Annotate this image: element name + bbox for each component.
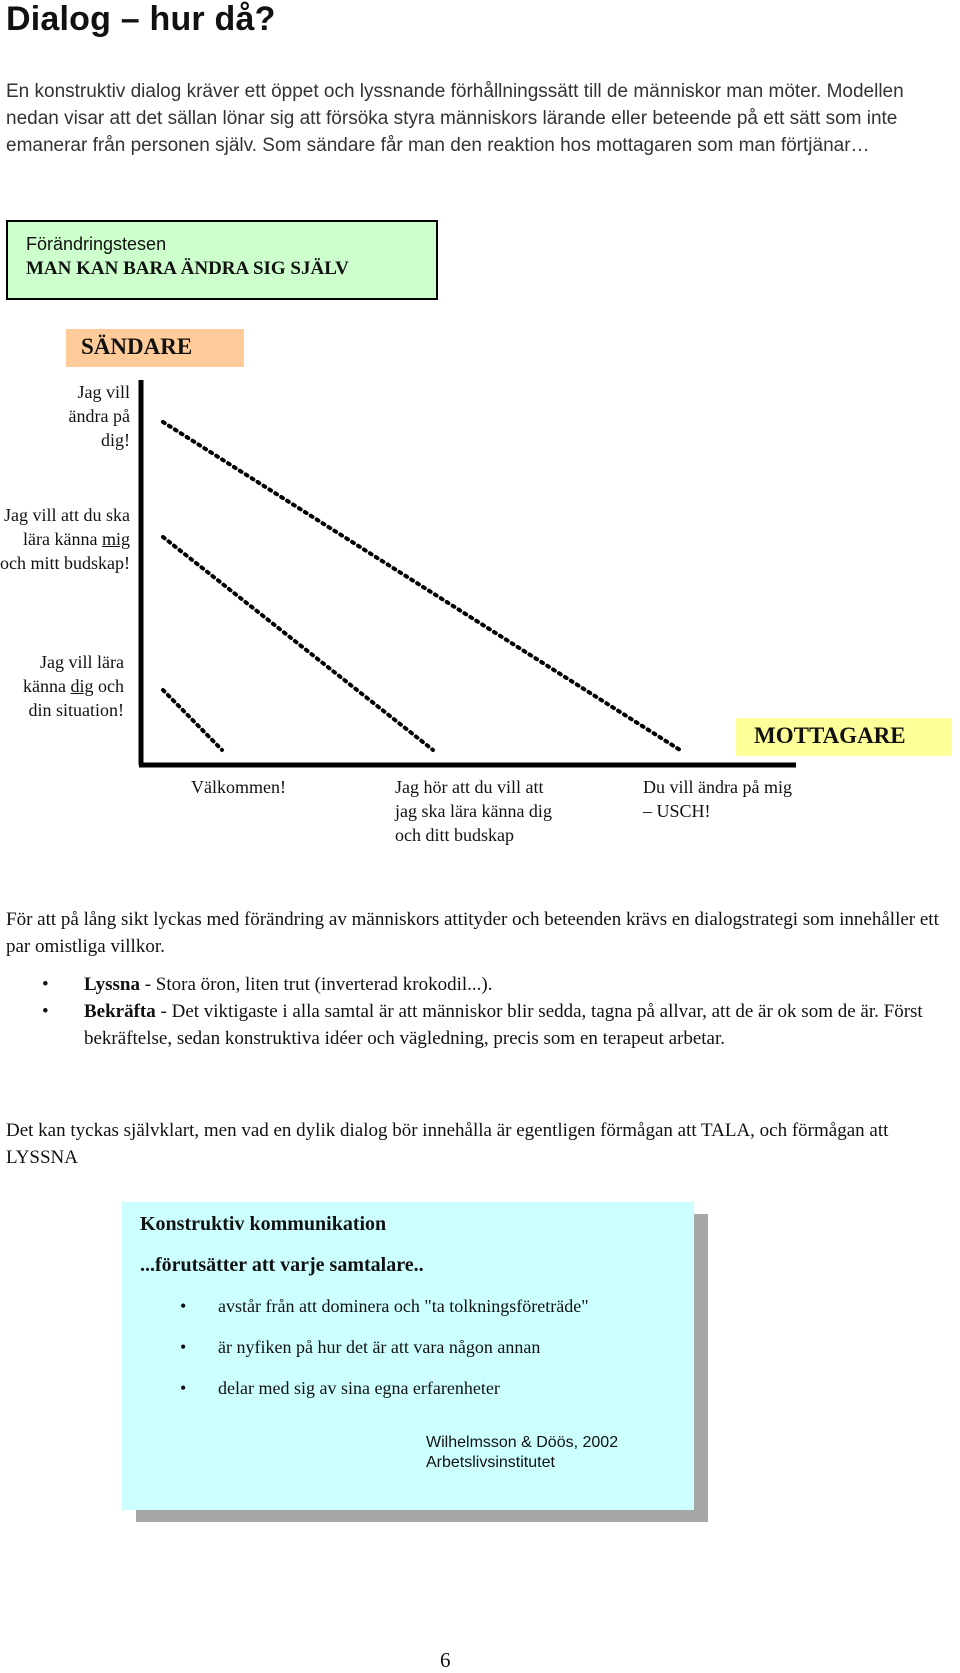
- receiver-response-welcome: Välkommen!: [191, 777, 286, 797]
- bullet-dot: •: [42, 974, 49, 995]
- bullet-dot: •: [180, 1337, 187, 1357]
- page-number: 6: [440, 1648, 451, 1672]
- intro-paragraph: En konstruktiv dialog kräver ett öppet och lyssnande förhållningssätt till de människor man möter. Modellen nedan visar att det sällan lönar sig att försöka styra människors lärande eller beteende på ett sätt som inte emanerar från personen själv. Som sändare får man den reaktion hos mottagaren som man förtjänar…: [6, 81, 904, 156]
- sender-statement-change-you: Jag vill ändra på dig!: [68, 382, 130, 450]
- box-citation-authors: Wilhelmsson & Döös, 2002: [426, 1434, 619, 1451]
- box-citation-institute: Arbetslivsinstitutet: [426, 1454, 555, 1471]
- sender-statement-know-you: Jag vill lära känna dig och din situation!: [23, 652, 124, 720]
- receiver-response-usch: Du vill ändra på mig – USCH!: [643, 777, 792, 821]
- bullet-dot: •: [180, 1296, 187, 1316]
- sender-label: SÄNDARE: [66, 329, 244, 367]
- talk-listen-paragraph: Det kan tyckas självklart, men vad en dylik dialog bör innehålla är egentligen förmågan att TALA, och förmågan att LYSSNA: [6, 1120, 889, 1168]
- dotted-line-change-you: [163, 422, 680, 750]
- bullet-dot: •: [42, 1001, 49, 1022]
- sender-statement-know-me: Jag vill att du ska lära känna mig och mitt budskap!: [0, 505, 130, 573]
- dotted-line-welcome: [163, 690, 222, 750]
- receiver-response-heard: Jag hör att du vill att jag ska lära känna dig och ditt budskap: [395, 777, 552, 845]
- page-title: Dialog – hur då?: [6, 0, 276, 38]
- box-title: Konstruktiv kommunikation: [140, 1213, 387, 1235]
- bullet-dot: •: [180, 1378, 187, 1398]
- thesis-label: Förändringstesen: [26, 234, 167, 254]
- receiver-label: MOTTAGARE: [736, 718, 952, 756]
- thesis-text: MAN KAN BARA ÄNDRA SIG SJÄLV: [26, 258, 349, 279]
- conditions-paragraph: För att på lång sikt lyckas med förändring av människors attityder och beteenden krävs en dialogstrategi som innehåller ett par omistliga villkor.: [6, 909, 939, 957]
- box-subtitle: ...förutsätter att varje samtalare..: [140, 1254, 424, 1276]
